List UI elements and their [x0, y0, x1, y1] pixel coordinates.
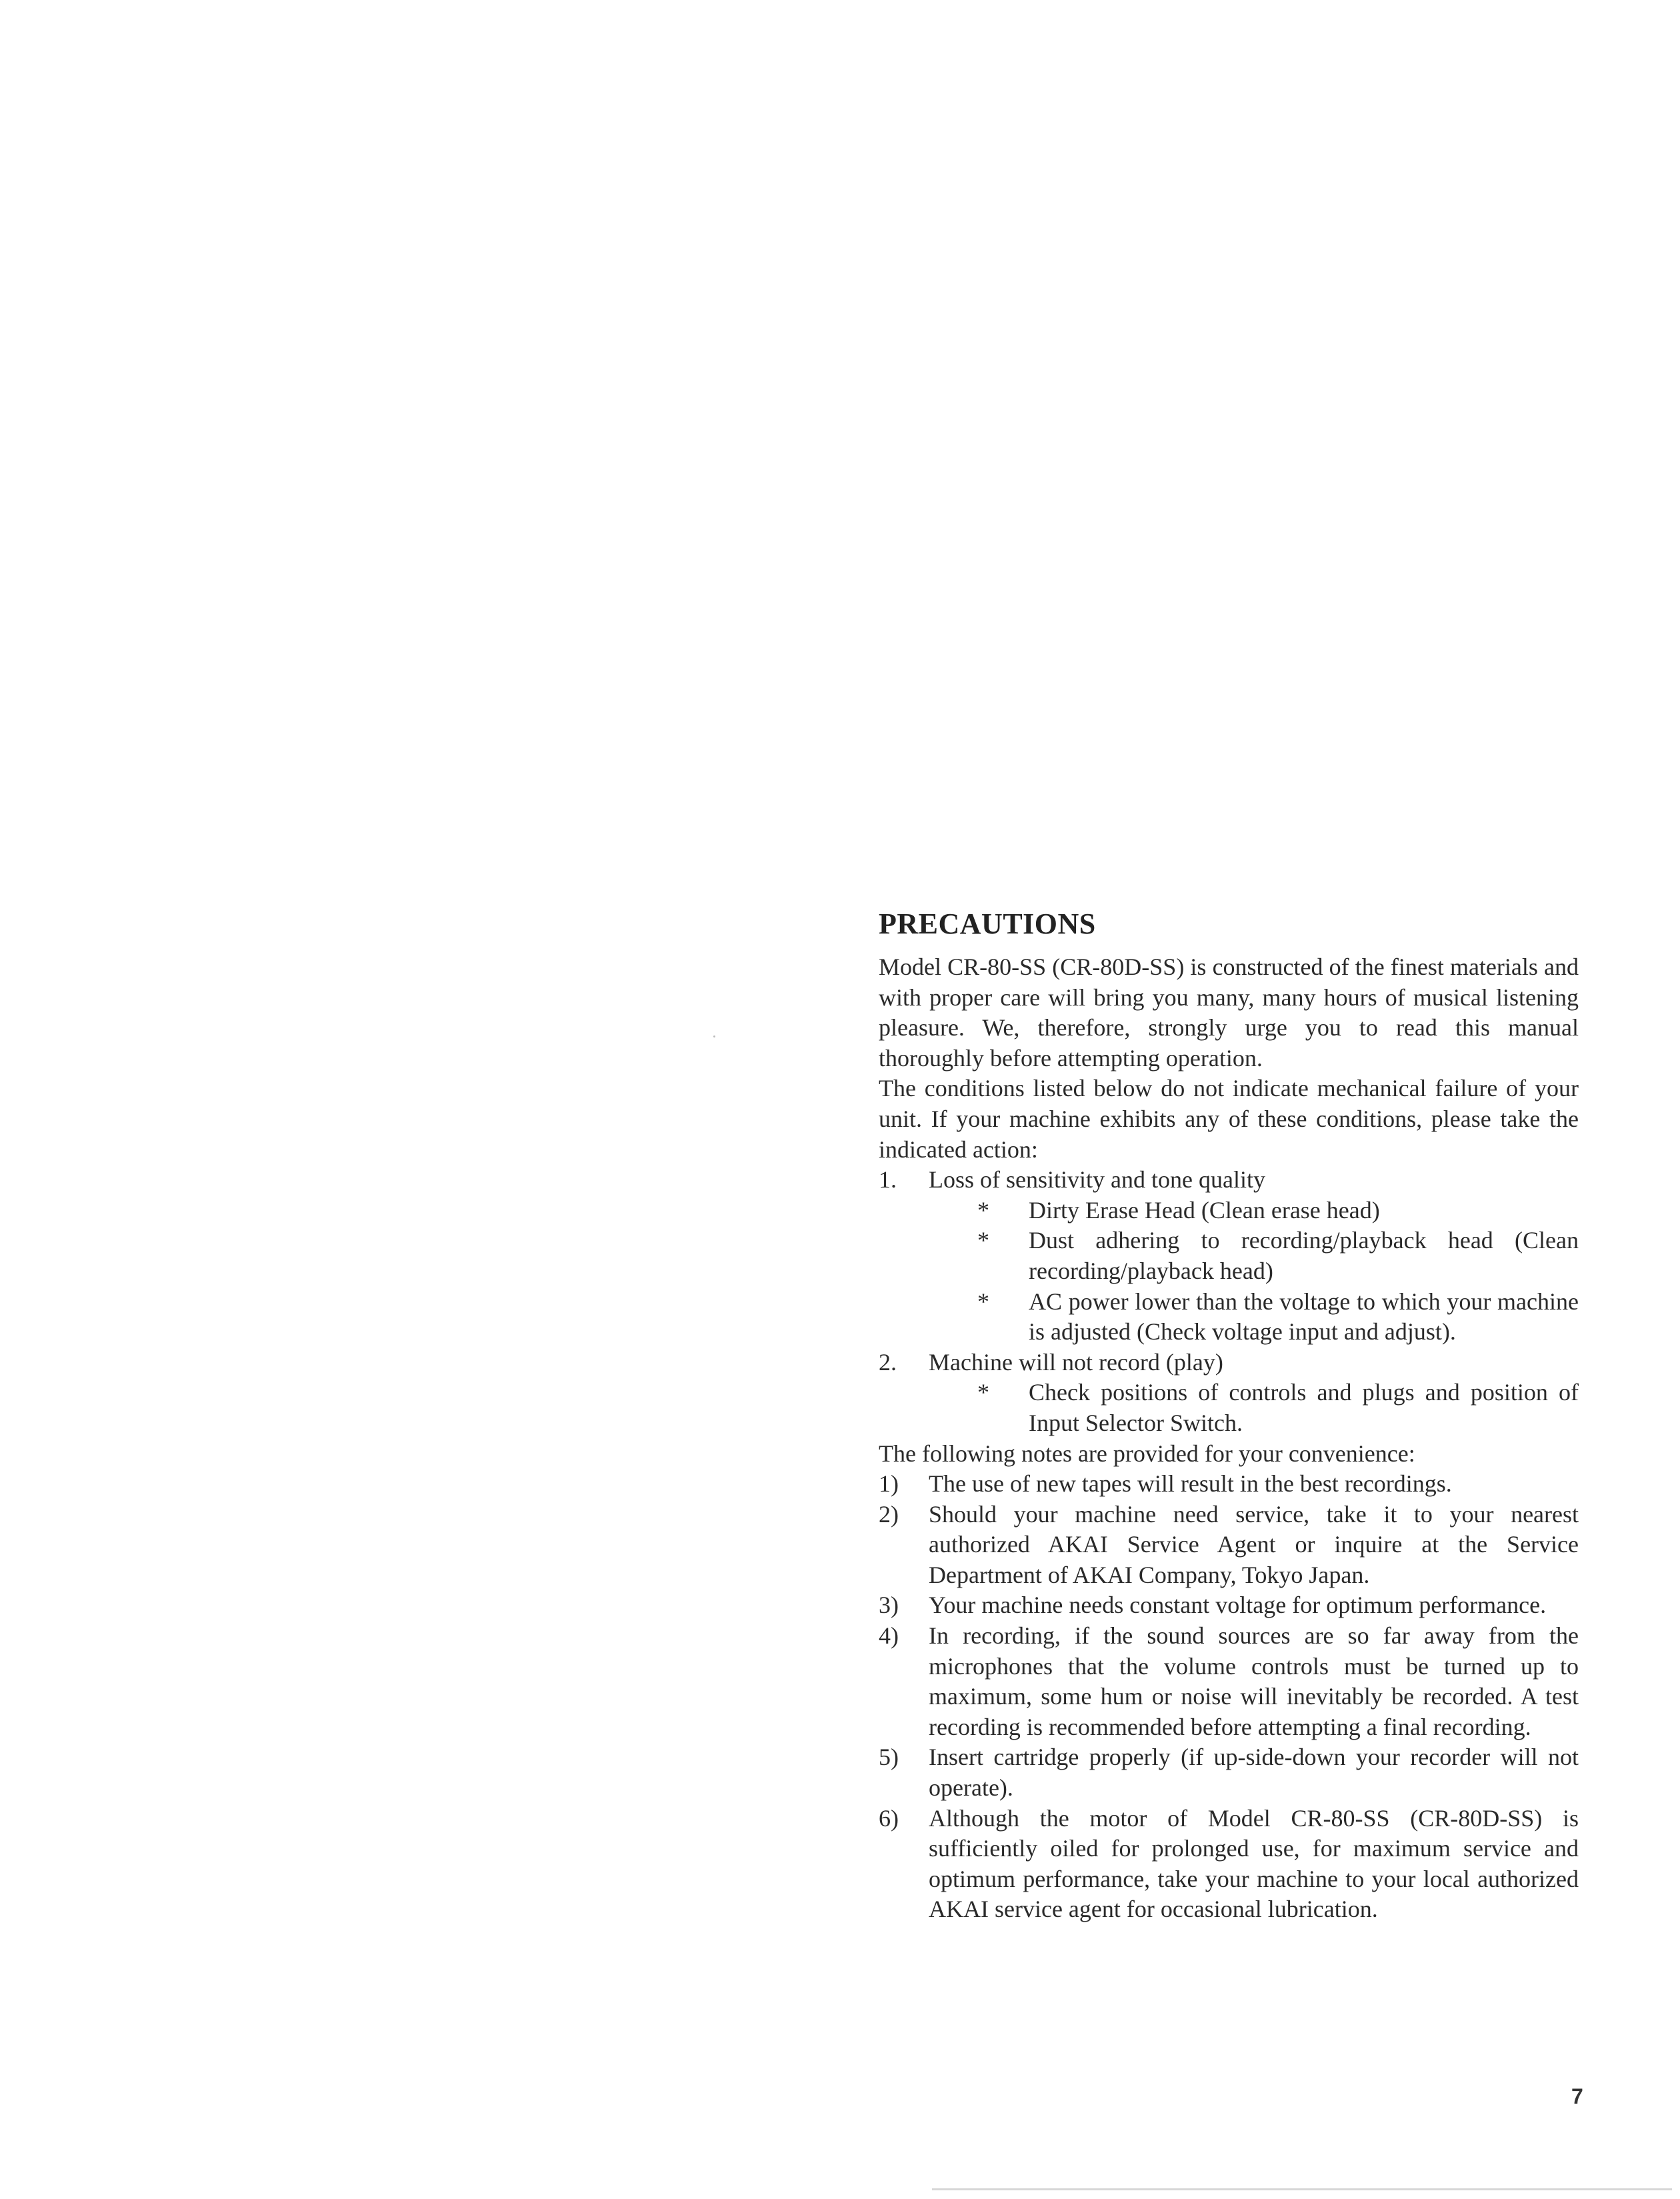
note-item: [879, 1804, 1579, 1925]
condition-bullet: [879, 1378, 1579, 1438]
bullet-marker: *: [977, 1288, 989, 1315]
page-number: 7: [1571, 2084, 1583, 2108]
condition-bullet: [879, 1287, 1579, 1348]
note-number: 6): [879, 1804, 899, 1832]
condition-bullet: [879, 1226, 1579, 1286]
note-text: Your machine needs constant voltage for optimum performance.: [929, 1592, 1547, 1619]
note-item: [879, 1590, 1579, 1621]
note-text: Although the motor of Model CR-80-SS (CR-80D-SS) is sufficiently oiled for prolonged use, for maximum service and optimum performance, take your machine to your local authorized AKAI service agent for occasional lubrication.: [929, 1804, 1579, 1923]
note-item: [879, 1742, 1579, 1803]
precautions-section: [879, 904, 1579, 1925]
note-text: Should your machine need service, take it to your nearest authorized AKAI Service Agent or inquire at the Service Department of AKAI Company, Tokyo Japan.: [929, 1500, 1579, 1588]
condition-line: [879, 1348, 1579, 1378]
conditions-intro-paragraph: The conditions listed below do not indicate mechanical failure of your unit. If your machine exhibits any of these conditions, please take the indicated action:: [879, 1075, 1579, 1163]
condition-text: Machine will not record (play): [929, 1348, 1223, 1376]
intro-paragraph: Model CR-80-SS (CR-80D-SS) is constructed of the finest materials and with proper care will bring you many, many hours of musical listening pleasure. We, therefore, strongly urge you to read this manual thoroughly before attempting operation.: [879, 953, 1579, 1071]
condition-text: Loss of sensitivity and tone quality: [929, 1166, 1265, 1194]
bullet-marker: *: [977, 1227, 989, 1254]
note-number: 4): [879, 1622, 899, 1650]
condition-item: [879, 1348, 1579, 1439]
notes-intro: The following notes are provided for your convenience:: [879, 1440, 1415, 1467]
bullet-marker: *: [977, 1196, 989, 1224]
condition-number: 2.: [879, 1348, 897, 1376]
note-item: [879, 1469, 1579, 1500]
note-number: 3): [879, 1592, 899, 1619]
bullet-text: Check positions of controls and plugs and position of Input Selector Switch.: [1029, 1379, 1579, 1436]
note-number: 5): [879, 1744, 899, 1771]
condition-bullet: [879, 1196, 1579, 1226]
bullet-text: AC power lower than the voltage to which your machine is adjusted (Check voltage input and adjust).: [1029, 1288, 1579, 1346]
note-text: Insert cartridge properly (if up-side-down your recorder will not operate).: [929, 1744, 1579, 1802]
paper-speck: [713, 1035, 715, 1037]
note-text: In recording, if the sound sources are so far away from the microphones that the volume controls must be turned up to maximum, some hum or noise will inevitably be recorded. A test recording is recommended before attempting a final recording.: [929, 1622, 1579, 1740]
notes-list: [879, 1469, 1579, 1925]
note-number: 1): [879, 1470, 899, 1498]
condition-number: 1.: [879, 1166, 897, 1194]
note-number: 2): [879, 1500, 899, 1528]
bullet-text: Dirty Erase Head (Clean erase head): [1029, 1196, 1380, 1224]
condition-item: [879, 1165, 1579, 1348]
note-item: [879, 1500, 1579, 1591]
condition-line: [879, 1165, 1579, 1196]
bullet-text: Dust adhering to recording/playback head (Clean recording/playback head): [1029, 1227, 1579, 1284]
note-item: [879, 1621, 1579, 1742]
note-text: The use of new tapes will result in the best recordings.: [929, 1470, 1452, 1498]
page-edge-line: [932, 2188, 1672, 2190]
section-heading: PRECAUTIONS: [879, 907, 1096, 940]
bullet-marker: *: [977, 1379, 989, 1406]
